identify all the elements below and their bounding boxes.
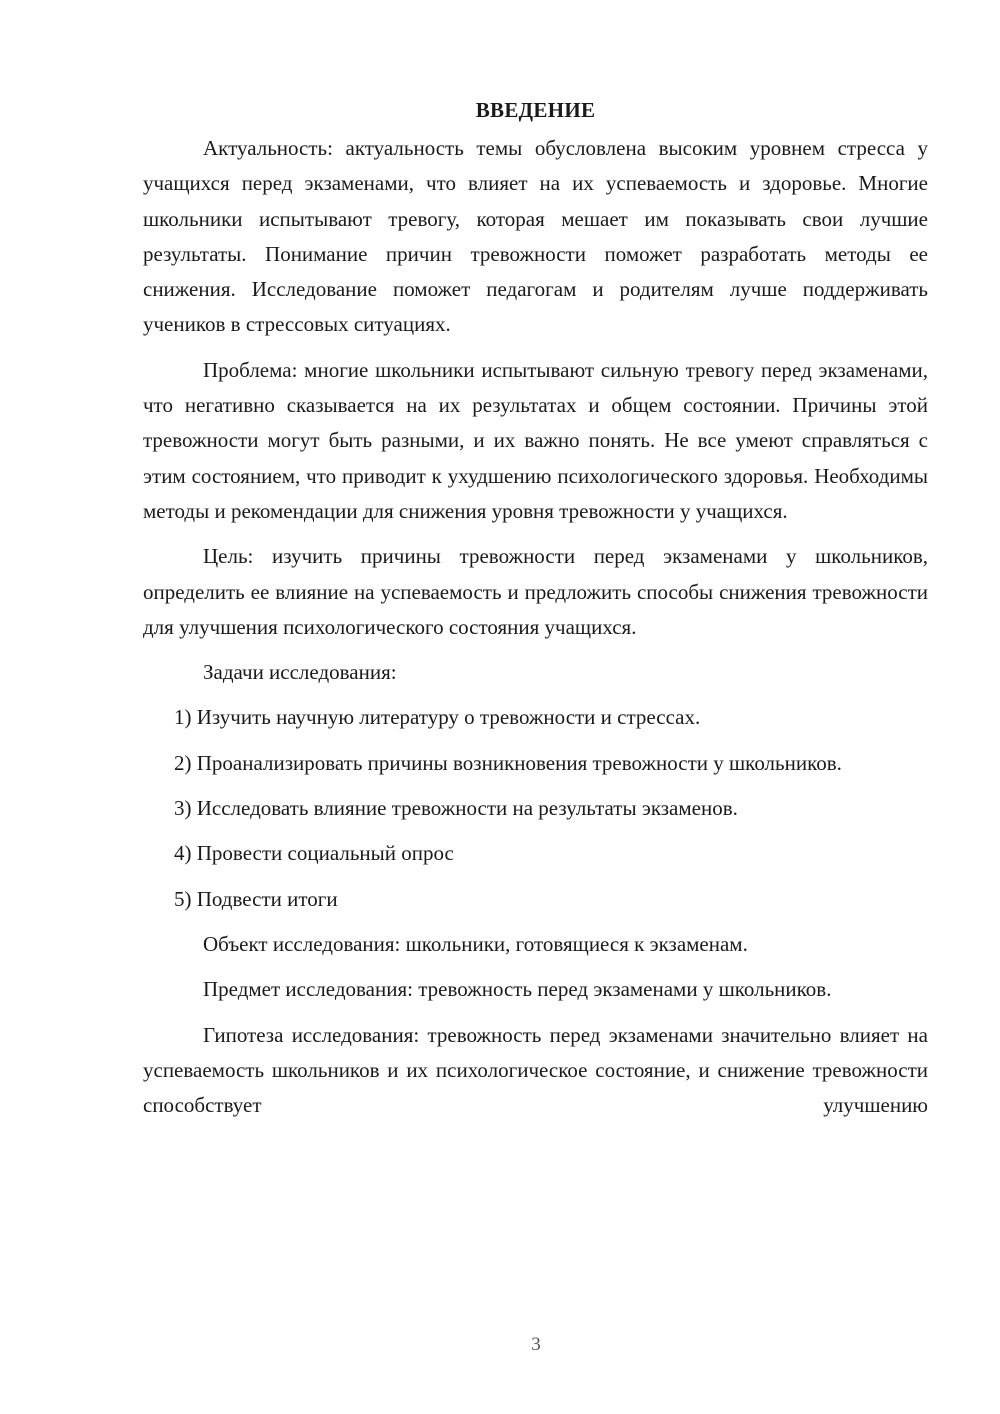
- goal-paragraph: Цель: изучить причины тревожности перед экзаменами у школьников, определить ее влияние на успеваемость и предложить способы снижения тревожности для улучшения психологического состояния учащихся.: [143, 544, 928, 639]
- research-subject-paragraph: Предмет исследования: тревожность перед экзаменами у школьников.: [203, 977, 832, 1002]
- relevance-paragraph: Актуальность: актуальность темы обусловлена высоким уровнем стресса у учащихся перед экзаменами, что влияет на их успеваемость и здоровье. Многие школьники испытывают тревогу, которая мешает им показывать свои лучшие результаты. Понимание причин тревожности поможет разработать методы ее снижения. Исследование поможет педагогам и родителям лучше поддерживать учеников в стрессовых ситуациях.: [143, 136, 928, 337]
- task-item-2: 2) Проанализировать причины возникновения тревожности у школьников.: [174, 750, 842, 775]
- problem-paragraph: Проблема: многие школьники испытывают сильную тревогу перед экзаменами, что негативно сказывается на их результатах и общем состоянии. Причины этой тревожности могут быть разными, и их важно понять. Не все умеют справляться с этим состоянием, что приводит к ухудшению психологического здоровья. Необходимы методы и рекомендации для снижения уровня тревожности у учащихся.: [143, 357, 928, 523]
- tasks-heading: Задачи исследования:: [203, 660, 397, 685]
- task-item-1: 1) Изучить научную литературу о тревожности и стрессах.: [174, 705, 701, 730]
- research-object-paragraph: Объект исследования: школьники, готовящиеся к экзаменам.: [203, 931, 748, 956]
- task-item-4: 4) Провести социальный опрос: [174, 841, 454, 866]
- section-title: ВВЕДЕНИЕ: [475, 98, 596, 122]
- hypothesis-paragraph: Гипотеза исследования: тревожность перед экзаменами значительно влияет на успеваемость школьников и их психологическое состояние, и снижение тревожности способствует улучшению: [143, 1022, 928, 1118]
- task-item-3: 3) Исследовать влияние тревожности на результаты экзаменов.: [174, 796, 738, 821]
- page-number: 3: [531, 1334, 541, 1355]
- page-content: [143, 96, 928, 1123]
- task-item-5: 5) Подвести итоги: [174, 886, 338, 911]
